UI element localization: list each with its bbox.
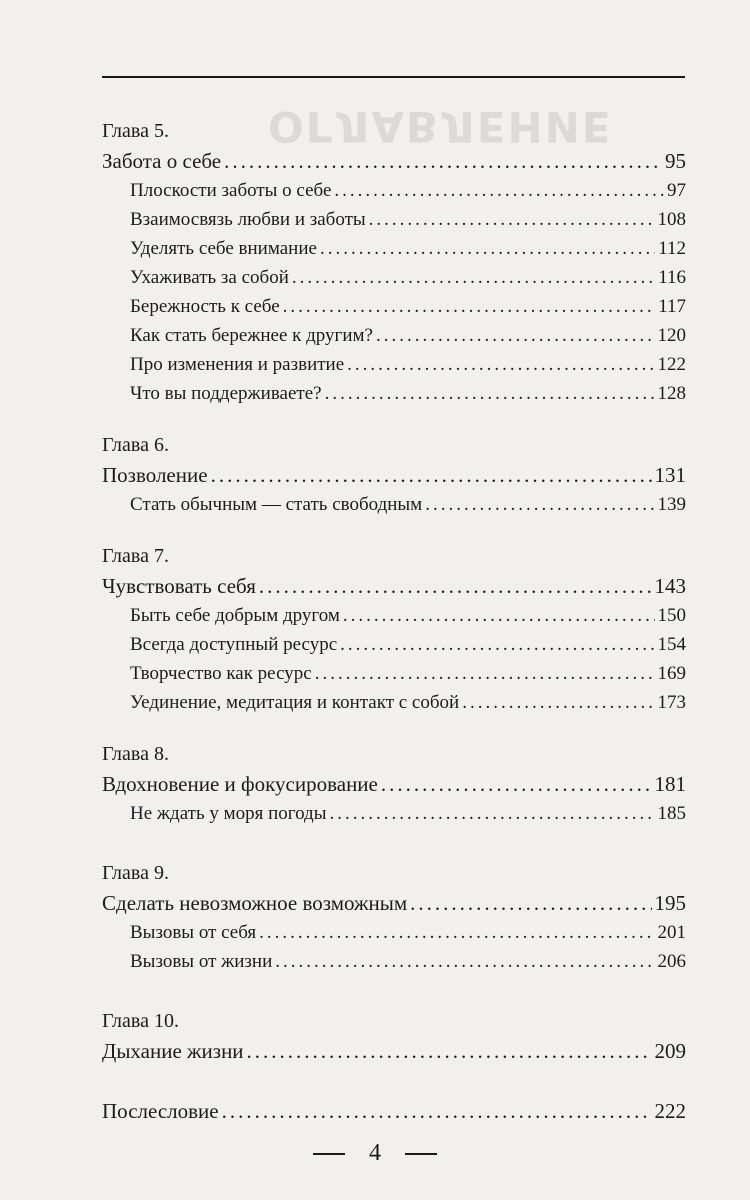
section-list [102, 490, 686, 519]
leader-dots [381, 769, 652, 799]
show-through-heading: ОГЛАВЛЕНИЕ [268, 102, 613, 151]
entry-title: Уделять себе внимание [130, 238, 317, 259]
entry-page: 181 [654, 772, 686, 796]
entry-title: Бережность к себе [130, 296, 280, 317]
entry-page: 116 [658, 267, 686, 288]
entry-title: Как стать бережнее к другим? [130, 325, 373, 346]
entry-page: 131 [654, 463, 686, 487]
footer-rule-left [313, 1153, 345, 1155]
entry-title: Быть себе добрым другом [130, 605, 340, 626]
leader-dots [325, 379, 655, 408]
entry-title: Дыхание жизни [102, 1039, 244, 1063]
leader-dots [224, 146, 662, 176]
leader-dots [376, 321, 655, 350]
leader-dots [343, 601, 655, 630]
leader-dots [222, 1096, 652, 1126]
entry-page: 150 [657, 605, 686, 626]
table-of-contents [102, 116, 686, 1126]
chapter-5 [102, 116, 686, 408]
entry-page: 169 [657, 663, 686, 684]
toc-subentry[interactable] [102, 799, 686, 828]
entry-title: Плоскости заботы о себе [130, 180, 332, 201]
leader-dots [275, 947, 654, 976]
entry-title: Всегда доступный ресурс [130, 634, 338, 655]
chapter-label: Глава 10. [102, 1010, 179, 1032]
leader-dots [259, 571, 652, 601]
toc-subentry[interactable] [102, 601, 686, 630]
entry-title: Что вы поддерживаете? [130, 383, 322, 404]
section-list [102, 601, 686, 717]
entry-title: Про изменения и развитие [130, 354, 345, 375]
toc-entry[interactable] [102, 888, 686, 918]
section-list [102, 176, 686, 408]
entry-page: 209 [654, 1039, 686, 1063]
leader-dots [340, 630, 654, 659]
leader-dots [315, 659, 655, 688]
toc-subentry[interactable] [102, 947, 686, 976]
footer-rule-right [405, 1153, 437, 1155]
entry-title: Творчество как ресурс [130, 663, 312, 684]
toc-subentry[interactable] [102, 350, 686, 379]
toc-subentry[interactable] [102, 630, 686, 659]
toc-entry[interactable] [102, 1036, 686, 1066]
top-rule [102, 76, 685, 78]
chapter-label: Глава 7. [102, 545, 169, 567]
entry-page: 97 [667, 180, 686, 201]
toc-subentry[interactable] [102, 176, 686, 205]
entry-page: 128 [657, 383, 686, 404]
entry-page: 120 [657, 325, 686, 346]
toc-subentry[interactable] [102, 918, 686, 947]
entry-page: 201 [657, 922, 686, 943]
entry-page: 117 [658, 296, 686, 317]
entry-title: Стать обычным — стать свободным [130, 494, 423, 515]
toc-subentry[interactable] [102, 205, 686, 234]
chapter-10 [102, 1006, 686, 1066]
leader-dots [211, 460, 652, 490]
chapter-9 [102, 858, 686, 976]
entry-page: 185 [657, 803, 686, 824]
toc-subentry[interactable] [102, 321, 686, 350]
chapter-label: Глава 9. [102, 862, 169, 884]
entry-page: 112 [658, 238, 686, 259]
toc-entry-afterword[interactable] [102, 1096, 686, 1126]
toc-entry[interactable] [102, 571, 686, 601]
leader-dots [330, 799, 655, 828]
toc-subentry[interactable] [102, 292, 686, 321]
entry-page: 154 [657, 634, 686, 655]
entry-page: 222 [654, 1099, 686, 1123]
section-list [102, 918, 686, 976]
chapter-label: Глава 8. [102, 743, 169, 765]
leader-dots [410, 888, 651, 918]
toc-entry[interactable] [102, 460, 686, 490]
entry-title: Вызовы от жизни [130, 951, 273, 972]
entry-title: Вдохновение и фокусирование [102, 772, 378, 796]
page-number: 4 [369, 1140, 381, 1166]
entry-page: 108 [657, 209, 686, 230]
entry-page: 143 [654, 574, 686, 598]
entry-title: Позволение [102, 463, 208, 487]
chapter-8 [102, 739, 686, 828]
chapter-7 [102, 541, 686, 717]
leader-dots [247, 1036, 652, 1066]
chapter-label: Глава 5. [102, 120, 169, 142]
chapter-6 [102, 430, 686, 519]
entry-title: Сделать невозможное возможным [102, 891, 408, 915]
entry-title: Не ждать у моря погоды [130, 803, 327, 824]
entry-page: 195 [654, 891, 686, 915]
section-list [102, 799, 686, 828]
entry-title: Послесловие [102, 1099, 219, 1123]
toc-subentry[interactable] [102, 659, 686, 688]
toc-subentry[interactable] [102, 688, 686, 717]
entry-page: 173 [657, 692, 686, 713]
leader-dots [462, 688, 654, 717]
toc-entry[interactable] [102, 769, 686, 799]
entry-title: Взаимосвязь любви и заботы [130, 209, 366, 230]
entry-page: 139 [657, 494, 686, 515]
leader-dots [347, 350, 654, 379]
page-footer [0, 1140, 750, 1167]
entry-page: 95 [665, 149, 686, 173]
entry-title: Ухаживать за собой [130, 267, 289, 288]
leader-dots [320, 234, 655, 263]
leader-dots [259, 918, 654, 947]
leader-dots [425, 490, 654, 519]
leader-dots [334, 176, 664, 205]
toc-subentry[interactable] [102, 379, 686, 408]
leader-dots [369, 205, 655, 234]
entry-title: Вызовы от себя [130, 922, 257, 943]
leader-dots [283, 292, 656, 321]
chapter-label: Глава 6. [102, 434, 169, 456]
toc-entry[interactable] [102, 146, 686, 176]
entry-title: Забота о себе [102, 149, 222, 173]
entry-page: 206 [657, 951, 686, 972]
leader-dots [292, 263, 655, 292]
toc-subentry[interactable] [102, 234, 686, 263]
toc-subentry[interactable] [102, 263, 686, 292]
toc-subentry[interactable] [102, 490, 686, 519]
entry-page: 122 [657, 354, 686, 375]
entry-title: Уединение, медитация и контакт с собой [130, 692, 460, 713]
entry-title: Чувствовать себя [102, 574, 256, 598]
